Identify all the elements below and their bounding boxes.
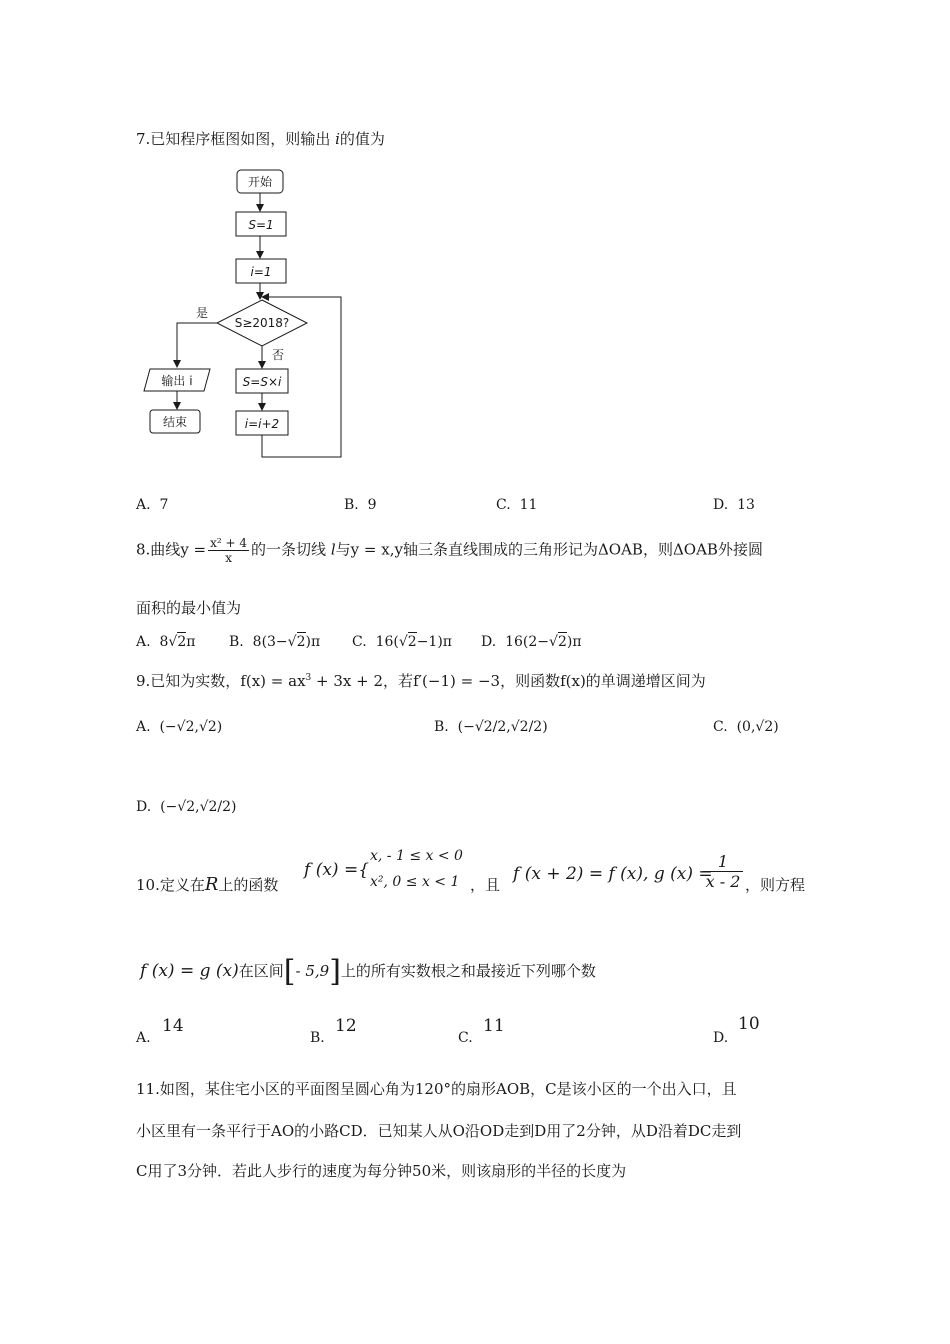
fc-no-text: 否	[271, 348, 285, 362]
q10-option-b[interactable]: B.	[310, 1030, 325, 1046]
q10-mid2: ，且	[470, 876, 501, 894]
fc-i-init-text: i=1	[250, 265, 272, 279]
fc-start-text: 开始	[247, 175, 273, 189]
q9-option-b[interactable]: B. (−√2/2,√2/2)	[434, 719, 548, 735]
q10-option-c[interactable]: C.	[458, 1030, 473, 1046]
q10-option-a[interactable]: A.	[136, 1030, 151, 1046]
fc-output-text: 输出 i	[161, 374, 193, 388]
q9-stem: 9.已知为实数，$f(x) = ax^3 + 3x + 2$，若f′(−1) = −3，则函数f(x)的单调递增区间为	[136, 672, 706, 690]
q10-g-frac: 1 x - 2	[703, 852, 743, 891]
q11-line2: 小区里有一条平行于AO的小路CD．已知某人从O沿OD走到D用了2分钟，从D沿着DC走到	[136, 1122, 742, 1140]
q7-flowchart	[140, 165, 360, 465]
q10-case1: x, - 1 ≤ x < 0	[370, 848, 463, 864]
q10-line2: f (x) = g (x)在区间[- 5,9]上的所有实数根之和最接近下列哪个数	[140, 954, 596, 989]
q8-option-b[interactable]: B. 8(3−√2)π	[229, 634, 321, 650]
q9-option-a[interactable]: A. (−√2,√2)	[136, 719, 223, 735]
q9-option-d[interactable]: D. (−√2,√2/2)	[136, 799, 237, 815]
fc-end-text: 结束	[162, 415, 188, 429]
q7-stem: 7.已知程序框图如图，则输出 i的值为	[136, 130, 385, 148]
q10-option-b-value: 12	[335, 1016, 357, 1036]
fc-yes-text: 是	[195, 306, 209, 320]
fc-mult-text: S=S×i	[242, 375, 282, 389]
q10-option-a-value: 14	[162, 1016, 184, 1036]
q10-stem-pre: 10.定义在R上的函数	[136, 874, 279, 895]
q8-stem-line2: 面积的最小值为	[136, 599, 242, 617]
q10-fx: f (x) ={	[304, 860, 370, 880]
q8-stem: 8.曲线y = $\frac{\text{x² + 4}}{x}$ 的一条切线 l与y = x,y轴三条直线围成的三角形记为ΔOAB，则ΔOAB外接圆	[136, 536, 763, 565]
q7-option-d[interactable]: D. 13	[713, 497, 755, 513]
fc-s-init-text: S=1	[248, 218, 274, 232]
q10-option-d[interactable]: D.	[713, 1030, 729, 1046]
q8-option-a[interactable]: A. 8√2π	[136, 634, 196, 650]
q8-option-c[interactable]: C. 16(√2−1)π	[352, 634, 453, 650]
fc-incr-text: i=i+2	[244, 417, 280, 431]
q8-option-d[interactable]: D. 16(2−√2)π	[481, 634, 582, 650]
q7-option-b[interactable]: B. 9	[344, 497, 377, 513]
q10-option-d-value: 10	[738, 1014, 760, 1034]
fc-cond-text: S≥2018?	[234, 316, 290, 330]
q7-option-a[interactable]: A. 7	[136, 497, 169, 513]
q9-option-c[interactable]: C. (0,√2)	[713, 719, 779, 735]
q10-post: ，则方程	[745, 876, 806, 894]
q10-case2: x², 0 ≤ x < 1	[370, 874, 460, 890]
q11-line1: 11.如图，某住宅小区的平面图呈圆心角为120°的扇形AOB，C是该小区的一个出入口，且	[136, 1080, 737, 1098]
q11-line3: C用了3分钟．若此人步行的速度为每分钟50米，则该扇形的半径的长度为	[136, 1162, 627, 1180]
q10-option-c-value: 11	[483, 1016, 505, 1036]
q10-rel: f (x + 2) = f (x), g (x) =	[513, 864, 713, 884]
q7-option-c[interactable]: C. 11	[496, 497, 538, 513]
